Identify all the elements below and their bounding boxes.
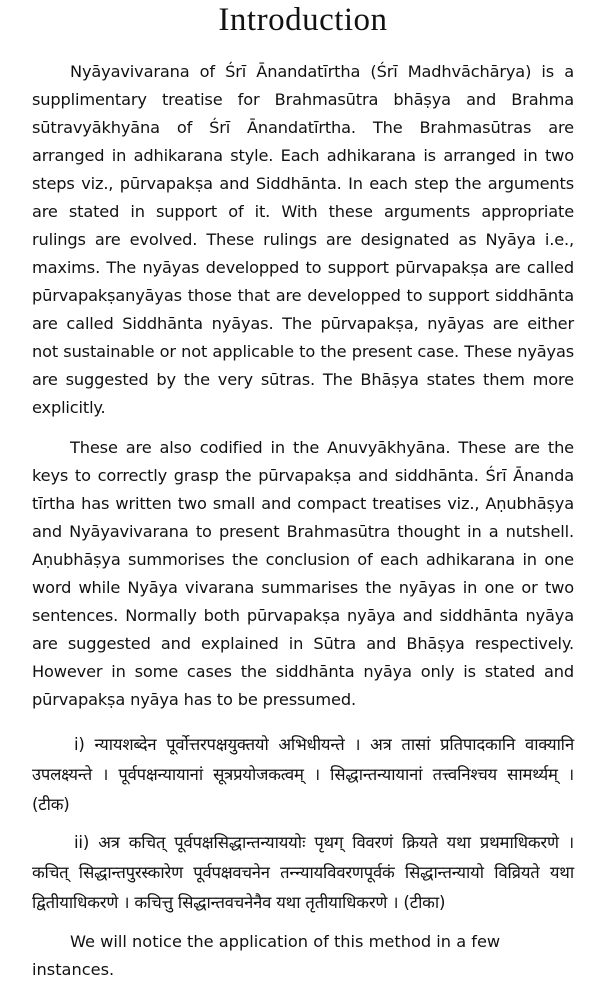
sanskrit-quote-2 <box>32 828 574 918</box>
quote-text: न्यायशब्देन पूर्वोत्तरपक्षयुक्तयो अभिधीयन्ते । अत्र तासां प्रतिपादकानि वाक्यानि उपलक्ष्यन्ते । पूर्वपक्षन्यायानां सूत्रप्रयोजकत्वम् । सिद्धान्तन्यायानां तत्त्वनिश्चय सामर्थ्यम् । (टीक) <box>32 735 574 814</box>
closing-line: We will notice the application of this method in a few instances. <box>32 932 501 979</box>
sanskrit-quote-1 <box>32 730 574 820</box>
intro-paragraph-1: Nyāyavivarana of Śrī Ānandatīrtha (Śrī Madhvāchārya) is a supplimentary treatise for Brahmasūtra bhāṣya and Brahma sūtravyākhyāna of Śrī Ānandatīrtha. The Brahmasūtras are arranged in adhikarana style. Each adhikarana is arranged in two steps viz., pūrvapakṣa and Siddhānta. In each step the arguments are stated in support of it. With these arguments appropriate rulings are evolved. These rulings are designated as Nyāya i.e., maxims. The nyāyas developped to support pūrvapakṣa are called pūrvapakṣanyāyas those that are developped to support siddhānta are called Siddhānta nyāyas. The pūrvapakṣa, nyāyas are either not sustainable or not applicable to the present case. These nyāyas are suggested by the very sūtras. The Bhāṣya states them more explicitly. <box>32 62 574 417</box>
quote-number: ii) <box>74 833 90 852</box>
page-title: Introduction <box>218 2 388 38</box>
intro-paragraph-2: These are also codified in the Anuvyākhyāna. These are the keys to correctly grasp the pūrvapakṣa and siddhānta. Śrī Ānanda tīrtha has written two small and compact treatises viz., Aṇubhāṣya and Nyāyavivarana to present Brahmasūtra thought in a nutshell. Aṇubhāṣya summorises the conclusion of each adhikarana in one word while Nyāya vivarana summarises the nyāyas in one or two sentences. Normally both pūrvapakṣa nyāya and siddhānta nyāya are suggested and explained in Sūtra and Bhāṣya respectively. However in some cases the siddhānta nyāya only is stated and pūrvapakṣa nyāya has to be pressumed. <box>32 438 574 709</box>
quote-number: i) <box>74 735 85 754</box>
spacer <box>32 714 574 730</box>
quote-text: अत्र कचित् पूर्वपक्षसिद्धान्तन्याययोः पृथग् विवरणं क्रियते यथा प्रथमाधिकरणे । कचित् सिद्धान्तपुरस्कारेण पूर्वपक्षवचनेन तन्न्यायविवरणपूर्वकं सिद्धान्तन्यायो विव्रियते यथा द्वितीयाधिकरणे । कचित्तु सिद्धान्तवचनेनैव यथा तृतीयाधिकरणे । (टीका) <box>32 833 574 912</box>
